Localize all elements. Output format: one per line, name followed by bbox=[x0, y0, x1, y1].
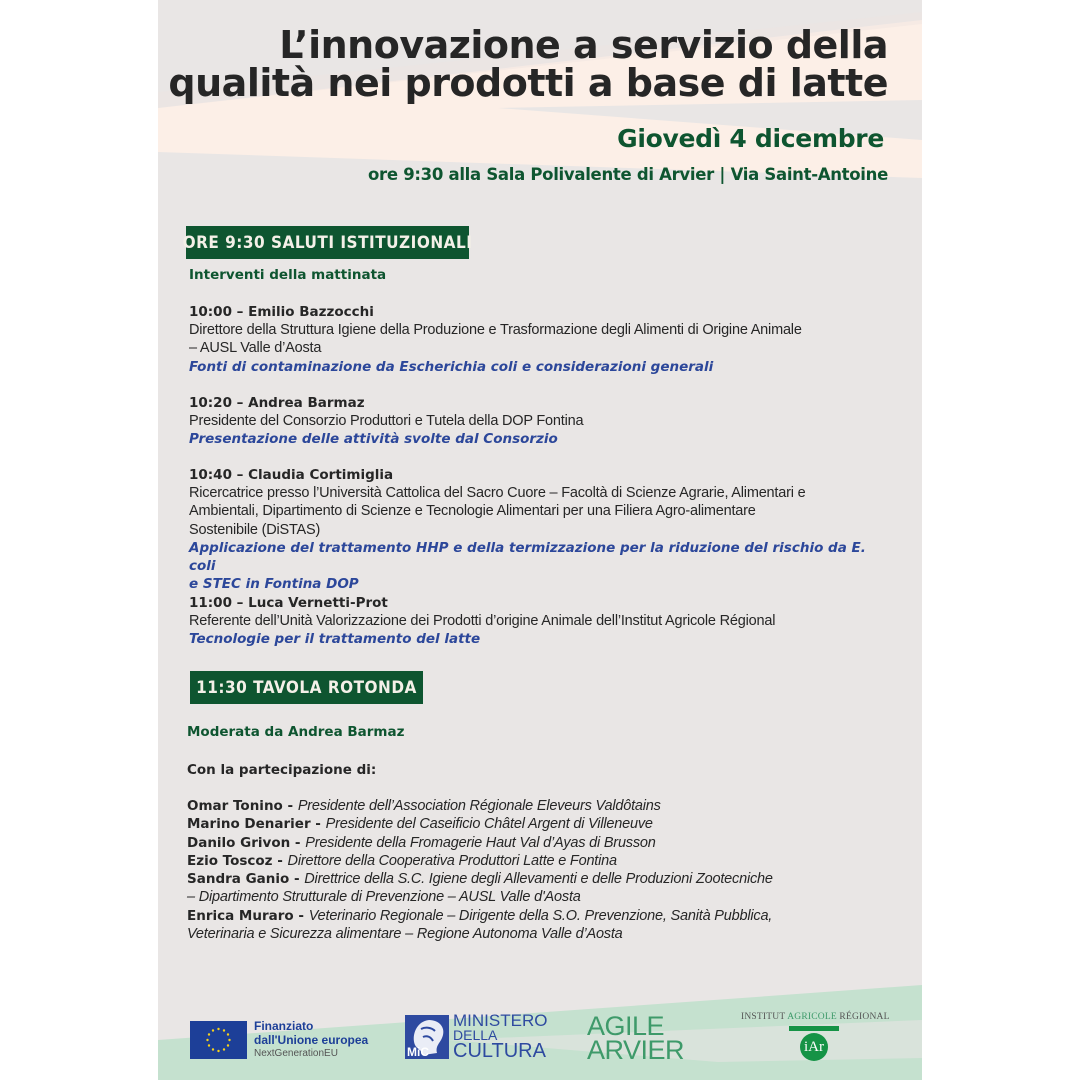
eu-text-line-3: NextGenerationEU bbox=[254, 1048, 338, 1059]
eu-text-line-2: dall'Unione europea bbox=[254, 1033, 369, 1047]
talk-heading: 10:20 – Andrea Barmaz bbox=[189, 395, 365, 411]
event-poster bbox=[158, 0, 922, 1080]
talk-heading: 10:00 – Emilio Bazzocchi bbox=[189, 304, 374, 320]
participant-item bbox=[187, 907, 887, 925]
participants-list bbox=[187, 797, 887, 943]
iar-logo-icon: iAr bbox=[800, 1033, 828, 1061]
participant-role: Presidente della Fromagerie Haut Val d’Ayas di Brusson bbox=[305, 834, 656, 851]
section-subheading: Interventi della mattinata bbox=[189, 267, 387, 283]
eu-funding-logo bbox=[190, 1019, 368, 1061]
talk-heading: 11:00 – Luca Vernetti-Prot bbox=[189, 595, 388, 611]
participant-role: Direttrice della S.C. Igiene degli Allevamenti e delle Produzioni Zootecniche bbox=[304, 871, 773, 888]
talk-topic: Tecnologie per il trattamento del latte bbox=[189, 631, 481, 648]
participant-name: Omar Tonino - bbox=[187, 798, 298, 814]
participant-role: Presidente del Caseificio Châtel Argent di Villeneuve bbox=[325, 816, 653, 833]
iar-green-bar bbox=[789, 1026, 839, 1031]
agile-arvier-logo bbox=[587, 1011, 685, 1065]
talk-topic: e STEC in Fontina DOP bbox=[189, 576, 359, 593]
talk-topic: Applicazione del trattamento HHP e della termizzazione per la riduzione del rischio da E. coli bbox=[189, 539, 866, 575]
participant-role: Presidente dell’Association Régionale Eleveurs Valdôtains bbox=[297, 798, 661, 814]
participant-role-cont: Veterinaria e Sicurezza alimentare – Regione Autonoma Valle d’Aosta bbox=[187, 926, 623, 943]
talk-role: Direttore della Struttura Igiene della Produzione e Trasformazione degli Alimenti di Origine Animale bbox=[189, 322, 802, 339]
participant-item bbox=[187, 834, 887, 852]
participant-name: Sandra Ganio - bbox=[187, 871, 305, 888]
event-venue: ore 9:30 alla Sala Polivalente di Arvier | Via Saint-Antoine bbox=[368, 165, 888, 184]
talk-role: Sostenibile (DiSTAS) bbox=[189, 521, 321, 538]
participant-item-continued bbox=[187, 925, 887, 943]
mic-text-line-1: MINISTERO bbox=[453, 1011, 548, 1030]
participant-item bbox=[187, 815, 887, 833]
ministero-cultura-logo bbox=[405, 1011, 548, 1062]
talk-topic: Presentazione delle attività svolte dal Consorzio bbox=[189, 431, 558, 448]
talk-role: Ambientali, Dipartimento di Scienze e Tecnologie Alimentari per una Filiera Agro-alimentare bbox=[189, 503, 756, 520]
arvier-text: ARVIER bbox=[587, 1035, 685, 1065]
participant-role: Direttore della Cooperativa Produttori Latte e Fontina bbox=[287, 852, 617, 869]
eu-flag-icon bbox=[190, 1021, 247, 1059]
talk-topic: Fonti di contaminazione da Escherichia coli e considerazioni generali bbox=[189, 358, 714, 375]
title-line-1: L’innovazione a servizio della bbox=[279, 23, 888, 67]
talk-heading: 10:40 – Claudia Cortimiglia bbox=[189, 467, 394, 483]
participant-item bbox=[187, 852, 887, 870]
mic-text-line-2: DELLA bbox=[453, 1027, 498, 1043]
participant-name: Ezio Toscoz - bbox=[187, 852, 288, 869]
participants-heading: Con la partecipazione di: bbox=[187, 762, 377, 778]
mic-text-line-3: CULTURA bbox=[453, 1040, 546, 1062]
participant-name: Enrica Muraro - bbox=[187, 907, 309, 924]
talk-item bbox=[189, 594, 889, 649]
mic-logo-icon bbox=[405, 1015, 449, 1059]
title-line-2: qualità nei prodotti a base di latte bbox=[168, 61, 888, 105]
institut-agricole-logo bbox=[741, 1012, 890, 1061]
iar-name: INSTITUT AGRICOLE RÉGIONAL bbox=[741, 1012, 890, 1022]
page-title bbox=[168, 23, 888, 105]
participant-item-continued bbox=[187, 888, 887, 906]
agile-text: AGILE bbox=[587, 1011, 665, 1041]
mic-badge: MiC bbox=[407, 1045, 429, 1059]
participant-role: Veterinario Regionale – Dirigente della S.O. Prevenzione, Sanità Pubblica, bbox=[308, 907, 773, 924]
eu-text-line-1: Finanziato bbox=[254, 1019, 314, 1033]
participant-item bbox=[187, 797, 887, 815]
talk-role: Ricercatrice presso l’Università Cattolica del Sacro Cuore – Facoltà di Scienze Agrarie, Alimentari e bbox=[189, 485, 806, 502]
talk-item bbox=[189, 303, 889, 376]
participant-item bbox=[187, 870, 887, 888]
participant-name: Danilo Grivon - bbox=[187, 834, 306, 851]
talk-role: – AUSL Valle d’Aosta bbox=[189, 340, 322, 357]
participant-name: Marino Denarier - bbox=[187, 816, 326, 833]
section-banner-saluti: ORE 9:30 SALUTI ISTITUZIONALI bbox=[186, 226, 469, 259]
section-banner-tavola-rotonda: 11:30 TAVOLA ROTONDA bbox=[190, 671, 423, 704]
moderator-line: Moderata da Andrea Barmaz bbox=[187, 724, 405, 740]
talk-item bbox=[189, 394, 889, 449]
participant-role-cont: – Dipartimento Strutturale di Prevenzione – AUSL Valle d'Aosta bbox=[187, 889, 581, 906]
talk-item bbox=[189, 466, 889, 593]
talk-role: Referente dell’Unità Valorizzazione dei Prodotti d’origine Animale dell’Institut Agricole Régional bbox=[189, 613, 776, 630]
talk-role: Presidente del Consorzio Produttori e Tutela della DOP Fontina bbox=[189, 413, 584, 430]
event-date: Giovedì 4 dicembre bbox=[617, 124, 884, 153]
